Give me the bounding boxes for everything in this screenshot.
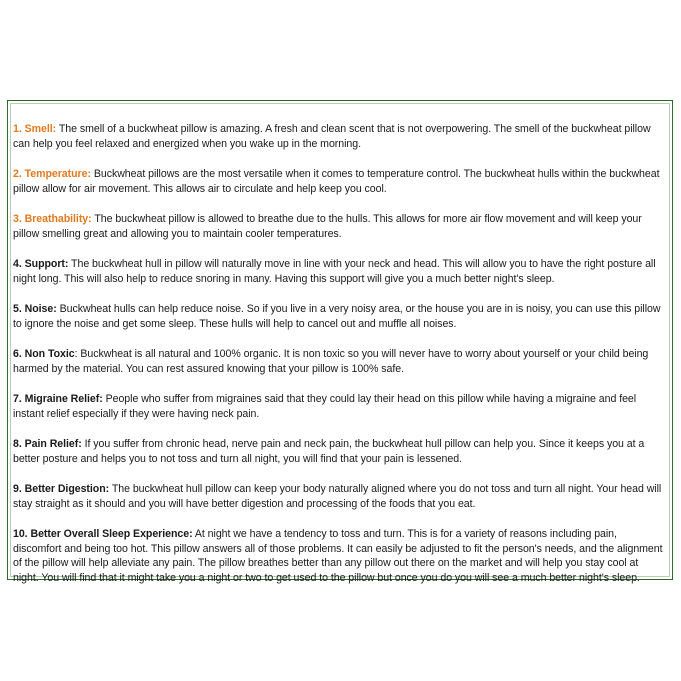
benefit-item-breathability bbox=[13, 212, 666, 241]
benefit-item-support bbox=[13, 257, 666, 286]
benefit-text: The smell of a buckwheat pillow is amazing. A fresh and clean scent that is not overpowering. The smell of the buckwheat pillow can help you feel relaxed and energized when you wake up in the morning. bbox=[13, 123, 651, 150]
benefit-label: 7. Migraine Relief: bbox=[13, 393, 103, 405]
benefit-item-non-toxic bbox=[13, 347, 666, 376]
benefit-item-pain-relief bbox=[13, 437, 666, 466]
benefit-item-smell bbox=[13, 122, 666, 151]
benefit-label: 4. Support: bbox=[13, 258, 69, 270]
benefit-label: 8. Pain Relief: bbox=[13, 438, 82, 450]
benefit-text: The buckwheat hull pillow can keep your body naturally aligned where you do not toss and turn all night. Your head will stay straight as it should and you will have better digestion and processing of the foods that you eat. bbox=[13, 483, 662, 510]
benefit-label: 10. Better Overall Sleep Experience: bbox=[13, 528, 193, 540]
benefit-label: 3. Breathability: bbox=[13, 213, 92, 225]
benefit-item-noise bbox=[13, 302, 666, 331]
benefit-item-temperature bbox=[13, 167, 666, 196]
benefit-text: Buckwheat hulls can help reduce noise. So if you live in a very noisy area, or the house you are in is noisy, you can use this pillow to ignore the noise and get some sleep. These hulls will help to cancel out and muffle all noises. bbox=[13, 303, 661, 330]
benefit-item-better-digestion bbox=[13, 482, 666, 511]
benefit-item-migraine-relief bbox=[13, 392, 666, 421]
benefits-list bbox=[10, 103, 670, 584]
benefit-label: 6. Non Toxic bbox=[13, 348, 75, 360]
benefit-text: At night we have a tendency to toss and turn. This is for a variety of reasons including pain, discomfort and being too hot. This pillow answers all of those problems. It can easily be adjusted to fit the person's needs, and the alignment of the pillow will help alleviate any pain. The pillow breathes better than any pillow out there on the market and will help you stay cool at night. You will find that it might take you a night or two to get used to the pillow but once you do you will see a much better night's sleep. bbox=[13, 528, 663, 584]
benefit-text: The buckwheat hull in pillow will naturally move in line with your neck and head. This will allow you to have the right posture all night long. This will also help to reduce snoring in many. Having this support will give you a much better night's sleep. bbox=[13, 258, 656, 285]
benefit-label: 2. Temperature: bbox=[13, 168, 91, 180]
benefit-text: Buckwheat pillows are the most versatile when it comes to temperature control. The buckwheat hulls within the buckwheat pillow allow for air movement. This allows air to circulate and help keep you cool. bbox=[13, 168, 660, 195]
benefit-label: 9. Better Digestion: bbox=[13, 483, 110, 495]
benefit-text: : Buckwheat is all natural and 100% organic. It is non toxic so you will never have to worry about yourself or your child being harmed by the material. You can rest assured knowing that your pillow is 100% safe. bbox=[13, 348, 649, 375]
benefits-panel bbox=[7, 100, 673, 584]
benefit-label: 5. Noise: bbox=[13, 303, 57, 315]
benefit-text: The buckwheat pillow is allowed to breathe due to the hulls. This allows for more air flow movement and will keep your pillow smelling great and allowing you to maintain cooler temperatures. bbox=[13, 213, 642, 240]
benefit-label: 1. Smell: bbox=[13, 123, 57, 135]
benefit-text: People who suffer from migraines said that they could lay their head on this pillow while having a migraine and feel instant relief especially if they were having neck pain. bbox=[13, 393, 637, 420]
benefit-text: If you suffer from chronic head, nerve pain and neck pain, the buckwheat hull pillow can help you. Since it keeps you at a better posture and helps you to not toss and turn all night, you will find that your pain is lessened. bbox=[13, 438, 645, 465]
benefit-item-better-sleep bbox=[13, 527, 666, 585]
